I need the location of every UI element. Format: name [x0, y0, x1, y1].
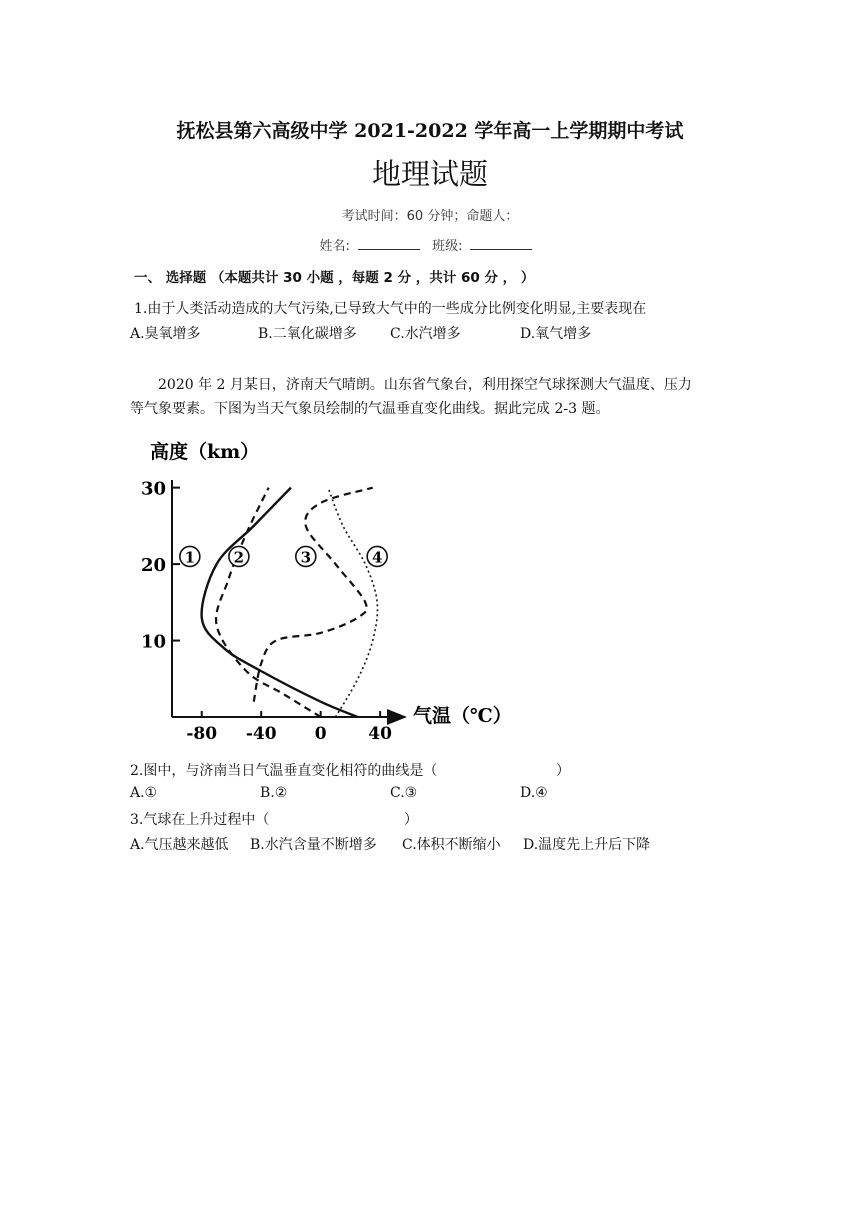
question-3-close: ） — [404, 812, 418, 828]
q1-option-c[interactable]: C.水汽增多 — [390, 326, 461, 342]
temperature-profile-chart — [125, 432, 525, 747]
q2-option-d[interactable]: D.④ — [520, 785, 548, 801]
curve-label-1: 1 — [184, 548, 196, 567]
y-tick-label: 20 — [140, 555, 166, 577]
curve-2 — [216, 488, 321, 717]
x-tick-label: -80 — [186, 724, 218, 744]
curve-4 — [328, 488, 377, 717]
curve-3 — [254, 488, 373, 702]
section-heading: 一、 选择题 （本题共计 30 小题 ，每题 2 分 ，共计 60 分 ， ） — [134, 270, 535, 286]
curve-label-2: 2 — [233, 548, 245, 567]
question-2-close: ） — [556, 763, 570, 779]
q3-option-d[interactable]: D.温度先上升后下降 — [523, 837, 651, 853]
class-blank[interactable] — [470, 237, 532, 250]
passage-line-1: 2020 年 2 月某日，济南天气晴朗。山东省气象台，利用探空气球探测大气温度、压力 — [158, 377, 692, 393]
question-1-stem: 1.由于人类活动造成的大气污染,已导致大气中的一些成分比例变化明显,主要表现在 — [134, 301, 647, 317]
passage-line-2: 等气象要素。下图为当天气象员绘制的气温垂直变化曲线。据此完成 2-3 题。 — [130, 401, 610, 417]
name-blank[interactable] — [358, 237, 420, 250]
x-tick-label: -40 — [245, 724, 277, 744]
q3-option-c[interactable]: C.体积不断缩小 — [402, 837, 501, 853]
y-tick-label: 10 — [140, 631, 166, 653]
q2-option-b[interactable]: B.② — [260, 785, 288, 801]
temperature-profile-figure — [125, 432, 525, 747]
question-3-stem: 3.气球在上升过程中（ — [130, 812, 270, 828]
name-label: 姓名: — [319, 239, 350, 254]
q2-option-a[interactable]: A.① — [130, 785, 158, 801]
q1-option-b[interactable]: B.二氧化碳增多 — [258, 326, 357, 342]
x-axis-label: 气温（℃） — [413, 705, 512, 727]
curve-label-4: 4 — [371, 548, 383, 567]
subject-title: 地理试题 — [371, 157, 488, 191]
q3-option-a[interactable]: A.气压越来越低 — [130, 837, 229, 853]
class-label: 班级: — [432, 239, 463, 254]
exam-meta: 考试时间：60 分钟；命题人： — [341, 209, 519, 224]
exam-title: 抚松县第六高级中学 2021-2022 学年高一上学期期中考试 — [176, 120, 684, 142]
y-tick-label: 30 — [140, 478, 166, 500]
y-axis-label: 高度（km） — [150, 441, 260, 463]
question-2-stem: 2.图中，与济南当日气温垂直变化相符的曲线是（ — [130, 763, 438, 779]
curve-label-3: 3 — [300, 548, 312, 567]
q1-option-a[interactable]: A.臭氧增多 — [130, 326, 201, 342]
q2-option-c[interactable]: C.③ — [390, 785, 418, 801]
x-tick-label: 40 — [368, 724, 392, 744]
x-tick-label: 0 — [314, 724, 327, 744]
q3-option-b[interactable]: B.水汽含量不断增多 — [250, 837, 377, 853]
student-info-row — [0, 235, 860, 254]
q1-option-d[interactable]: D.氧气增多 — [520, 326, 592, 342]
curve-1 — [202, 488, 358, 717]
